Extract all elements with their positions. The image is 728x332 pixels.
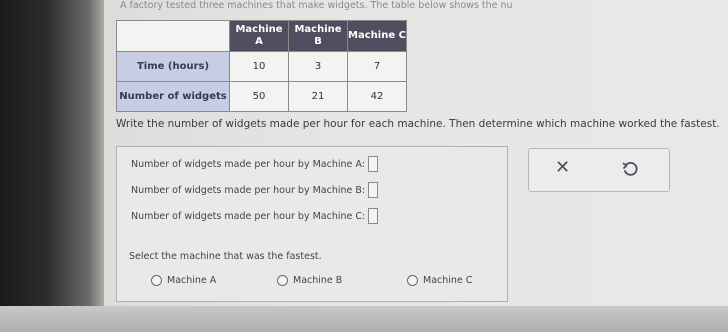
radio-button[interactable] — [407, 275, 418, 286]
radio-label: Machine C — [423, 275, 473, 286]
question-label: Number of widgets made per hour by Machine C: — [131, 210, 366, 222]
table-header-row — [117, 21, 407, 52]
select-fastest-label: Select the machine that was the fastest. — [129, 251, 322, 262]
question-machine-c — [131, 208, 378, 224]
table-row — [117, 82, 407, 112]
table-corner-cell — [117, 21, 230, 52]
radio-label: Machine B — [293, 275, 343, 286]
widgets-table — [116, 20, 407, 112]
table-cell: 50 — [230, 82, 289, 112]
intro-text: A factory tested three machines that make widgets. The table below shows the nu — [120, 0, 513, 11]
radio-option-machine-b[interactable] — [277, 275, 342, 286]
answer-input-machine-b[interactable] — [368, 182, 378, 198]
radio-button[interactable] — [277, 275, 288, 286]
answer-panel — [116, 146, 508, 302]
instruction-text: Write the number of widgets made per hour for each machine. Then determine which machine worked the fastest. — [116, 118, 720, 130]
column-header-machine-b: Machine B — [289, 21, 348, 52]
row-header-widgets: Number of widgets — [117, 82, 230, 112]
row-header-time: Time (hours) — [117, 52, 230, 82]
question-machine-b — [131, 182, 378, 198]
answer-input-machine-c[interactable] — [368, 208, 378, 224]
action-panel — [528, 148, 670, 192]
table-cell: 21 — [289, 82, 348, 112]
table-cell: 42 — [348, 82, 407, 112]
question-label: Number of widgets made per hour by Machine A: — [131, 158, 365, 170]
column-header-machine-c: Machine C — [348, 21, 407, 52]
undo-icon[interactable] — [621, 160, 639, 178]
monitor-bottom-edge — [0, 306, 728, 332]
radio-option-machine-a[interactable] — [151, 275, 216, 286]
radio-option-machine-c[interactable] — [407, 275, 472, 286]
question-label: Number of widgets made per hour by Machine B: — [131, 184, 366, 196]
table-cell: 10 — [230, 52, 289, 82]
monitor-bezel — [0, 0, 104, 332]
answer-input-machine-a[interactable] — [368, 156, 378, 172]
table-cell: 7 — [348, 52, 407, 82]
column-header-machine-a: Machine A — [230, 21, 289, 52]
question-machine-a — [131, 156, 378, 172]
radio-label: Machine A — [167, 275, 217, 286]
table-cell: 3 — [289, 52, 348, 82]
close-icon[interactable]: ✕ — [555, 157, 571, 178]
radio-button[interactable] — [151, 275, 162, 286]
table-row — [117, 52, 407, 82]
